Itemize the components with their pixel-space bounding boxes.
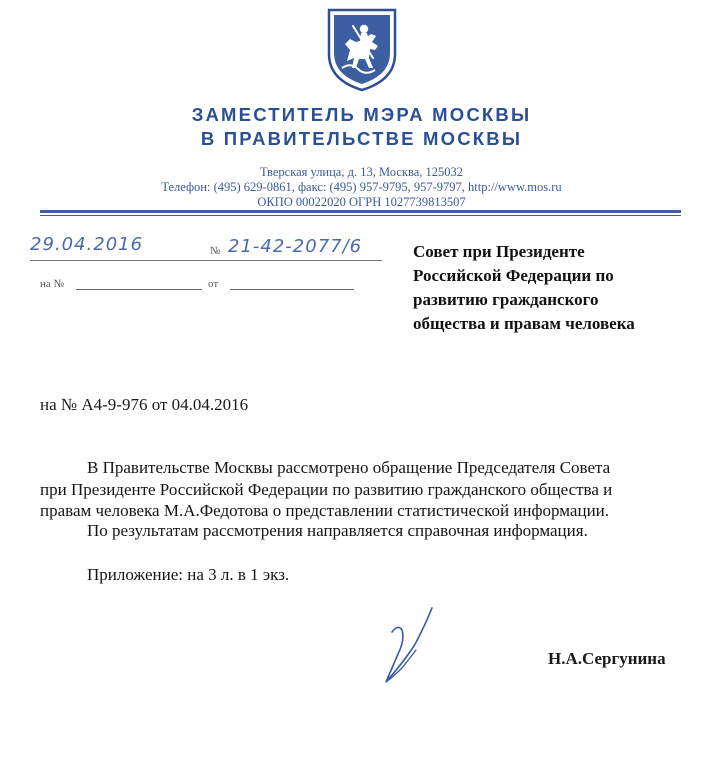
letterhead-divider-thin: [40, 215, 681, 216]
reference-date-blank: [230, 289, 354, 290]
phone-fax-line: Телефон: (495) 629-0861, факс: (495) 957-9795, 957-9797, http://www.mos.ru: [161, 180, 562, 194]
organization-title-line-2: В ПРАВИТЕЛЬСТВЕ МОСКВЫ: [200, 128, 523, 149]
outgoing-date: 29.04.2016: [30, 234, 144, 255]
registration-underline: [30, 260, 382, 261]
reference-number-label: на №: [40, 278, 65, 290]
signer-name: Н.А.Сергунина: [548, 649, 666, 668]
address-line: Тверская улица, д. 13, Москва, 125032: [260, 165, 463, 179]
recipient-line: развитию гражданского: [413, 290, 599, 309]
letterhead-divider-thick: [40, 210, 681, 213]
registry-codes-line: ОКПО 00022020 ОГРН 1027739813507: [257, 195, 466, 209]
organization-title-line-1: ЗАМЕСТИТЕЛЬ МЭРА МОСКВЫ: [191, 104, 532, 125]
paragraph-line: при Президенте Российской Федерации по развитию гражданского общества и: [40, 479, 613, 499]
outgoing-number: 21-42-2077/6: [228, 236, 363, 257]
paragraph-line: В Правительстве Москвы рассмотрено обращение Председателя Совета: [87, 458, 611, 477]
attachment-note: Приложение: на 3 л. в 1 экз.: [87, 565, 290, 584]
paragraph-line: правам человека М.А.Федотова о представлении статистической информации.: [40, 501, 610, 520]
body-paragraph-2: По результатам рассмотрения направляется справочная информация.: [87, 521, 588, 540]
recipient-line: Российской Федерации по: [413, 266, 614, 285]
moscow-coat-of-arms-icon: [323, 6, 401, 92]
body-paragraph-1: [40, 457, 680, 522]
recipient-block: [413, 240, 693, 336]
recipient-line: общества и правам человека: [413, 314, 635, 333]
reference-number-blank: [76, 289, 202, 290]
recipient-line: Совет при Президенте: [413, 242, 585, 261]
reference-date-label: от: [208, 278, 219, 290]
reply-reference: на № А4-9-976 от 04.04.2016: [40, 395, 249, 414]
handwritten-signature-icon: [372, 602, 444, 694]
outgoing-number-label: №: [210, 245, 221, 257]
